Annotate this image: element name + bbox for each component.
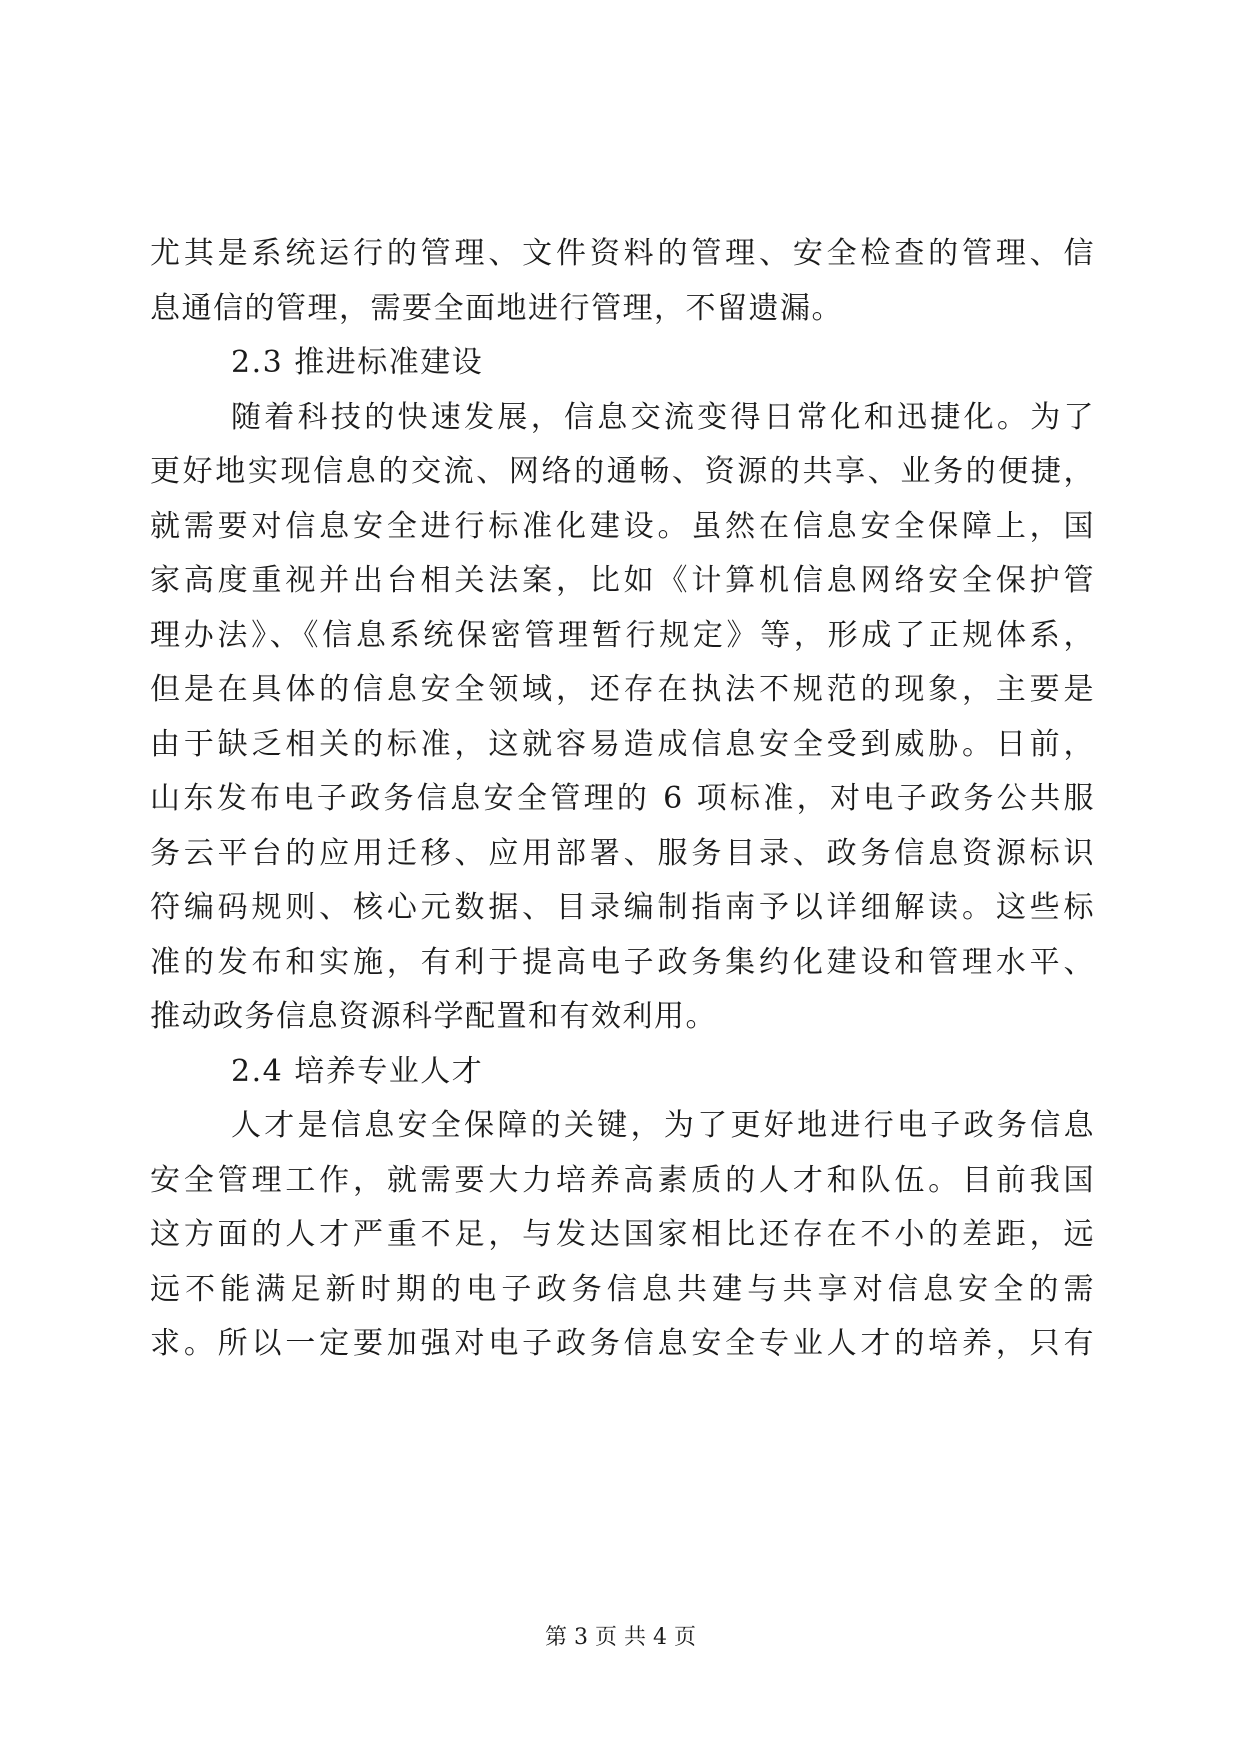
- text-line-content: 这方面的人才严重不足，与发达国家相比还存在不小的差距，远: [150, 1217, 1095, 1252]
- text-line: [150, 500, 1095, 555]
- section-heading-text: 2.3 推进标准建设: [231, 345, 484, 380]
- text-line: [150, 827, 1095, 882]
- text-line-content: 人才是信息安全保障的关键，为了更好地进行电子政务信息: [231, 1108, 1095, 1143]
- text-line-content: 随着科技的快速发展，信息交流变得日常化和迅捷化。为了: [231, 399, 1095, 435]
- text-line-content: 更好地实现信息的交流、网络的通畅、资源的共享、业务的便捷，: [150, 454, 1095, 489]
- text-line: [150, 282, 1095, 337]
- text-line: [150, 881, 1095, 936]
- text-line: [150, 1208, 1095, 1263]
- text-line: [150, 772, 1095, 827]
- text-line-content: 务云平台的应用迁移、应用部署、服务目录、政务信息资源标识: [150, 835, 1095, 871]
- text-line-content: 就需要对信息安全进行标准化建设。虽然在信息安全保障上，国: [150, 508, 1095, 544]
- text-line: [150, 1263, 1095, 1318]
- text-line-content: 求。所以一定要加强对电子政务信息安全专业人才的培养，只有: [150, 1326, 1095, 1361]
- text-line-content: 安全管理工作，就需要大力培养高素质的人才和队伍。目前我国: [150, 1162, 1095, 1198]
- text-line-content: 家高度重视并出台相关法案，比如《计算机信息网络安全保护管: [150, 563, 1095, 598]
- text-line-content: 尤其是系统运行的管理、文件资料的管理、安全检查的管理、信: [150, 236, 1095, 271]
- paragraph-first-line: [150, 391, 1095, 446]
- page-footer: 第 3 页 共 4 页: [545, 1625, 696, 1650]
- text-line-content: 远不能满足新时期的电子政务信息共建与共享对信息安全的需: [150, 1271, 1095, 1307]
- text-line: [150, 554, 1095, 609]
- text-line-content: 符编码规则、核心元数据、目录编制指南予以详细解读。这些标: [150, 890, 1095, 925]
- section-heading-text: 2.4 培养专业人才: [231, 1053, 484, 1089]
- text-line-content: 由于缺乏相关的标准，这就容易造成信息安全受到威胁。日前，: [150, 726, 1095, 762]
- document-body: [150, 227, 1095, 1372]
- text-line: [150, 445, 1095, 500]
- section-heading-2-3: [150, 336, 1095, 391]
- text-line-content: 理办法》、《信息系统保密管理暂行规定》等，形成了正规体系，: [150, 617, 1095, 653]
- text-line: [150, 663, 1095, 718]
- text-line-content: 山东发布电子政务信息安全管理的 6 项标准，对电子政务公共服: [150, 781, 1095, 816]
- text-line: [150, 1154, 1095, 1209]
- text-line: [150, 990, 1095, 1045]
- paragraph-first-line: [150, 1099, 1095, 1154]
- text-line: [150, 718, 1095, 773]
- text-line: [150, 227, 1095, 282]
- text-line-content: 息通信的管理，需要全面地进行管理，不留遗漏。: [150, 290, 843, 326]
- text-line-content: 准的发布和实施，有利于提高电子政务集约化建设和管理水平、: [150, 944, 1095, 980]
- text-line: [150, 1317, 1095, 1372]
- text-line: [150, 936, 1095, 991]
- text-line: [150, 609, 1095, 664]
- text-line-content: 但是在具体的信息安全领域，还存在执法不规范的现象，主要是: [150, 672, 1095, 707]
- section-heading-2-4: [150, 1045, 1095, 1100]
- text-line-content: 推动政务信息资源科学配置和有效利用。: [150, 999, 717, 1034]
